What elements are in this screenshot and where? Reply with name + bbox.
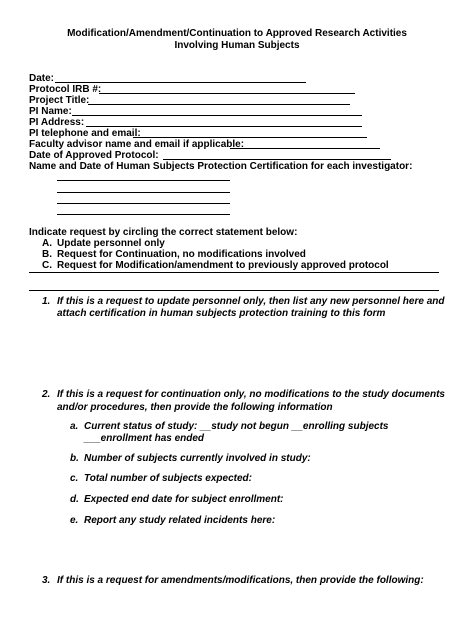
section-2-text-line2: and/or procedures, then provide the following information bbox=[57, 402, 333, 413]
item-d-text: Expected end date for subject enrollment: bbox=[84, 494, 284, 505]
pi-phone-email-label: PI telephone and email: bbox=[29, 128, 141, 139]
section-3-number: 3. bbox=[42, 575, 51, 586]
option-b-text[interactable]: Request for Continuation, no modifications involved bbox=[57, 249, 306, 260]
project-title-label: Project Title: bbox=[29, 95, 90, 106]
item-c-text: Total number of subjects expected: bbox=[84, 473, 252, 484]
request-instruction: Indicate request by circling the correct statement below: bbox=[29, 227, 298, 238]
project-title-field-line[interactable] bbox=[88, 104, 350, 105]
section-3-text-line1: If this is a request for amendments/modifications, then provide the following: bbox=[57, 575, 424, 586]
option-a-letter: A. bbox=[42, 238, 52, 249]
item-c-letter: c. bbox=[70, 473, 79, 484]
section-1-number: 1. bbox=[42, 296, 51, 307]
section-1-text-line2: attach certification in human subjects protection training to this form bbox=[57, 308, 386, 319]
pi-address-label: PI Address: bbox=[29, 117, 85, 128]
document-title-line2: Involving Human Subjects bbox=[174, 40, 300, 51]
item-e-letter: e. bbox=[70, 515, 79, 526]
option-a-text[interactable]: Update personnel only bbox=[57, 238, 165, 249]
item-e-text: Report any study related incidents here: bbox=[84, 515, 276, 526]
pi-phone-email-field-line[interactable] bbox=[133, 137, 367, 138]
date-approved-field-line[interactable] bbox=[163, 159, 391, 160]
protocol-irb-field-line[interactable] bbox=[99, 93, 355, 94]
item-a-text-line1[interactable]: Current status of study: __study not begun __enrolling subjects bbox=[84, 421, 389, 432]
item-a-letter: a. bbox=[70, 421, 79, 432]
date-approved-label: Date of Approved Protocol: bbox=[29, 150, 159, 161]
option-c-letter: C. bbox=[42, 260, 52, 271]
investigator-line-2[interactable] bbox=[57, 192, 230, 193]
protocol-irb-label: Protocol IRB #: bbox=[29, 84, 102, 95]
pi-name-field-line[interactable] bbox=[72, 115, 362, 116]
divider-line-1 bbox=[29, 272, 439, 273]
date-field-line[interactable] bbox=[55, 82, 306, 83]
option-b-letter: B. bbox=[42, 249, 52, 260]
section-2-text-line1: If this is a request for continuation only, no modifications to the study documents bbox=[57, 389, 445, 400]
pi-address-field-line[interactable] bbox=[86, 126, 362, 127]
item-b-text: Number of subjects currently involved in study: bbox=[84, 453, 311, 464]
divider-line-2 bbox=[29, 290, 439, 291]
investigator-line-3[interactable] bbox=[57, 203, 230, 204]
faculty-advisor-label: Faculty advisor name and email if applicable: bbox=[29, 139, 245, 150]
item-a-text-line2[interactable]: ___enrollment has ended bbox=[84, 433, 205, 444]
pi-name-label: PI Name: bbox=[29, 106, 72, 117]
certification-label: Name and Date of Human Subjects Protection Certification for each investigator: bbox=[29, 161, 413, 172]
faculty-advisor-field-line[interactable] bbox=[230, 148, 380, 149]
item-b-letter: b. bbox=[70, 453, 79, 464]
item-d-letter: d. bbox=[70, 494, 79, 505]
investigator-line-1[interactable] bbox=[57, 180, 230, 181]
option-c-text[interactable]: Request for Modification/amendment to previously approved protocol bbox=[57, 260, 389, 271]
section-1-text-line1: If this is a request to update personnel only, then list any new personnel here and bbox=[57, 296, 445, 307]
document-title-line1: Modification/Amendment/Continuation to Approved Research Activities bbox=[67, 28, 407, 39]
investigator-line-4[interactable] bbox=[57, 214, 230, 215]
section-2-number: 2. bbox=[42, 389, 51, 400]
date-label: Date: bbox=[29, 73, 55, 84]
